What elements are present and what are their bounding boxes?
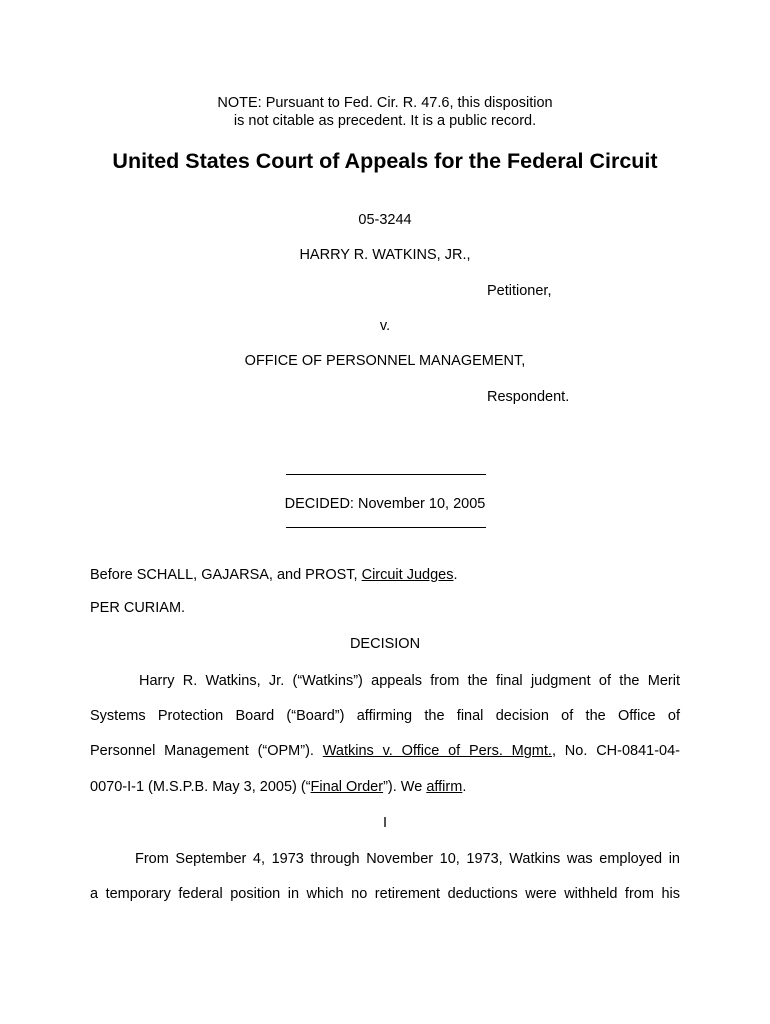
per-curiam: PER CURIAM. (90, 600, 186, 616)
respondent-name: OFFICE OF PERSONNEL MANAGEMENT, (244, 353, 526, 369)
decision-line-3-end: , No. CH-0841-04- (551, 743, 681, 759)
decision-paragraph-line-3 (90, 743, 680, 760)
final-order-ref: Final Order (310, 779, 384, 795)
panel-before: Before SCHALL, GAJARSA, and PROST, (90, 567, 362, 583)
decision-line-4-start: 0070-I-1 (M.S.P.B. May 3, 2005) (“ (90, 779, 311, 795)
separator-rule-top (286, 474, 486, 475)
nonprecedential-note-line-2: is not citable as precedent. It is a public record. (233, 113, 537, 129)
decision-paragraph-line-4 (90, 779, 466, 796)
section-one-heading: I (382, 815, 388, 831)
nonprecedential-note-line-1: NOTE: Pursuant to Fed. Cir. R. 47.6, this disposition (217, 95, 553, 111)
decision-line-4-end: . (462, 779, 467, 795)
petitioner-name: HARRY R. WATKINS, JR., (299, 247, 471, 263)
decision-line-3-start: Personnel Management (“OPM”). (90, 743, 323, 759)
panel-line (90, 567, 458, 584)
decided-date: DECIDED: November 10, 2005 (284, 496, 486, 512)
circuit-judges-label: Circuit Judges (361, 567, 454, 583)
respondent-role: Respondent. (487, 389, 570, 405)
docket-number: 05-3244 (358, 212, 412, 228)
decision-line-4-mid: ”). We (383, 779, 427, 795)
court-title: United States Court of Appeals for the Federal Circuit (112, 149, 658, 173)
separator-rule-bottom (286, 527, 486, 528)
decision-paragraph-line-2: Systems Protection Board (“Board”) affirming the final decision of the Office of (90, 708, 680, 724)
affirm-word: affirm (426, 779, 463, 795)
section-one-paragraph-line-1: From September 4, 1973 through November 10, 1973, Watkins was employed in (135, 851, 680, 867)
case-citation: Watkins v. Office of Pers. Mgmt. (322, 743, 552, 759)
panel-end: . (453, 567, 458, 583)
section-one-paragraph-line-2: a temporary federal position in which no retirement deductions were withheld from his (90, 886, 680, 902)
decision-heading: DECISION (349, 636, 421, 652)
petitioner-role: Petitioner, (487, 283, 552, 299)
decision-paragraph-line-1: Harry R. Watkins, Jr. (“Watkins”) appeals from the final judgment of the Merit (139, 673, 680, 689)
versus: v. (379, 318, 391, 334)
